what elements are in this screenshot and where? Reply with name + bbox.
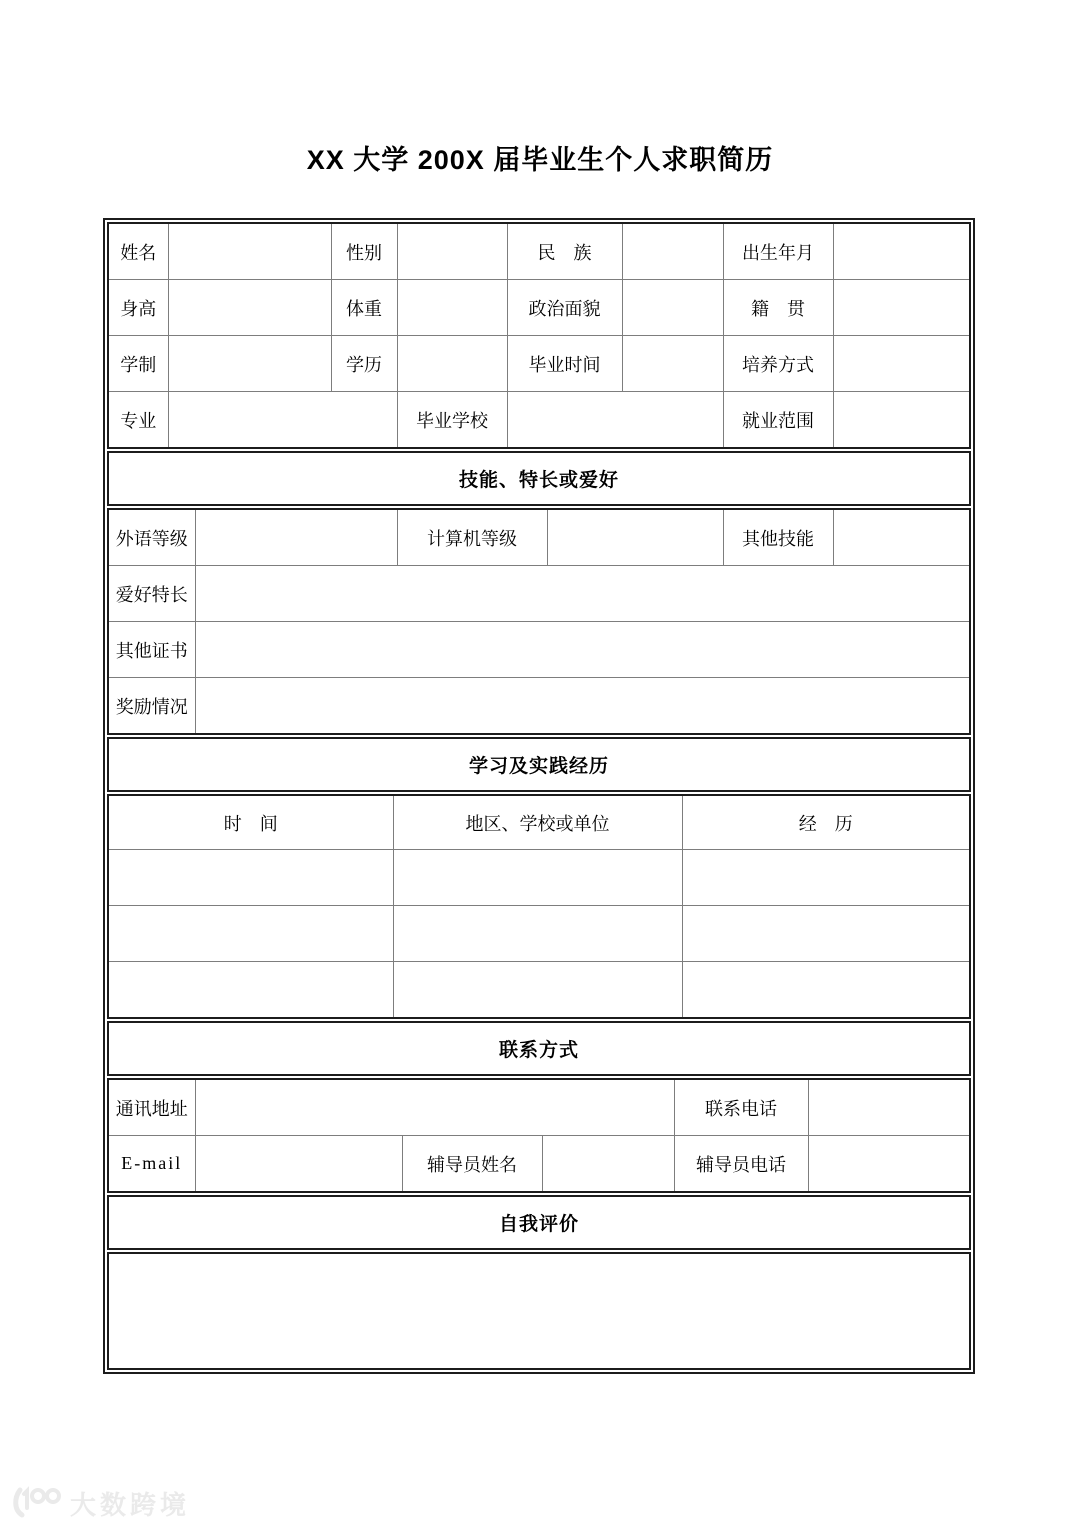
table-row <box>108 280 970 336</box>
contact-section-header <box>107 1021 971 1076</box>
ethnicity-label: 民 族 <box>507 223 622 280</box>
foreign-language-level-label: 外语等级 <box>108 509 195 566</box>
native-place-field[interactable] <box>833 280 970 336</box>
time-column-header: 时 间 <box>108 795 393 850</box>
counselor-name-field[interactable] <box>542 1136 674 1193</box>
awards-field[interactable] <box>195 678 970 735</box>
experience-column-header: 经 历 <box>682 795 970 850</box>
basic-info-table <box>107 222 971 449</box>
email-label: E-mail <box>108 1136 195 1193</box>
experience-section-title: 学习及实践经历 <box>108 738 970 791</box>
height-field[interactable] <box>168 280 331 336</box>
self-evaluation-field[interactable] <box>108 1253 970 1369</box>
resume-form <box>103 218 975 1374</box>
table-row <box>108 1136 970 1193</box>
mailing-address-label: 通讯地址 <box>108 1079 195 1136</box>
skills-section-header <box>107 451 971 506</box>
graduation-school-label: 毕业学校 <box>397 392 507 449</box>
weight-field[interactable] <box>397 280 507 336</box>
education-level-label: 学历 <box>331 336 397 392</box>
contact-phone-field[interactable] <box>808 1079 970 1136</box>
counselor-phone-field[interactable] <box>808 1136 970 1193</box>
watermark-logo <box>10 1484 190 1522</box>
hobbies-field[interactable] <box>195 566 970 622</box>
height-label: 身高 <box>108 280 168 336</box>
experience-place-cell[interactable] <box>393 962 682 1019</box>
place-column-header: 地区、学校或单位 <box>393 795 682 850</box>
experience-place-cell[interactable] <box>393 906 682 962</box>
major-field[interactable] <box>168 392 397 449</box>
other-skills-label: 其他技能 <box>723 509 833 566</box>
self-evaluation-box <box>107 1252 971 1370</box>
gender-label: 性别 <box>331 223 397 280</box>
political-status-label: 政治面貌 <box>507 280 622 336</box>
birth-date-field[interactable] <box>833 223 970 280</box>
experience-row <box>108 850 970 906</box>
name-field[interactable] <box>168 223 331 280</box>
awards-label: 奖励情况 <box>108 678 195 735</box>
table-row <box>108 509 970 566</box>
name-label: 姓名 <box>108 223 168 280</box>
birth-date-label: 出生年月 <box>723 223 833 280</box>
experience-detail-cell[interactable] <box>682 962 970 1019</box>
schooling-length-label: 学制 <box>108 336 168 392</box>
document-title: XX 大学 200X 届毕业生个人求职简历 <box>306 145 774 175</box>
counselor-name-label: 辅导员姓名 <box>402 1136 542 1193</box>
other-skills-field[interactable] <box>833 509 970 566</box>
experience-detail-cell[interactable] <box>682 906 970 962</box>
table-row <box>108 223 970 280</box>
self-evaluation-section-title: 自我评价 <box>108 1196 970 1249</box>
experience-place-cell[interactable] <box>393 850 682 906</box>
experience-time-cell[interactable] <box>108 850 393 906</box>
major-label: 专业 <box>108 392 168 449</box>
native-place-label: 籍 贯 <box>723 280 833 336</box>
graduation-school-field[interactable] <box>507 392 723 449</box>
ethnicity-field[interactable] <box>622 223 723 280</box>
experience-time-cell[interactable] <box>108 906 393 962</box>
experience-time-cell[interactable] <box>108 962 393 1019</box>
other-certificates-field[interactable] <box>195 622 970 678</box>
table-row <box>108 622 970 678</box>
education-level-field[interactable] <box>397 336 507 392</box>
employment-scope-label: 就业范围 <box>723 392 833 449</box>
graduation-date-label: 毕业时间 <box>507 336 622 392</box>
hobbies-label: 爱好特长 <box>108 566 195 622</box>
watermark-100-icon <box>10 1484 62 1522</box>
other-certificates-label: 其他证书 <box>108 622 195 678</box>
counselor-phone-label: 辅导员电话 <box>674 1136 808 1193</box>
experience-detail-cell[interactable] <box>682 850 970 906</box>
training-mode-field[interactable] <box>833 336 970 392</box>
self-evaluation-section-header <box>107 1195 971 1250</box>
computer-level-label: 计算机等级 <box>397 509 547 566</box>
skills-section-title: 技能、特长或爱好 <box>108 452 970 505</box>
training-mode-label: 培养方式 <box>723 336 833 392</box>
contact-phone-label: 联系电话 <box>674 1079 808 1136</box>
contact-table <box>107 1078 971 1193</box>
table-row <box>108 1079 970 1136</box>
gender-field[interactable] <box>397 223 507 280</box>
weight-label: 体重 <box>331 280 397 336</box>
table-row <box>108 566 970 622</box>
watermark-text: 大数跨境 <box>70 1489 191 1520</box>
employment-scope-field[interactable] <box>833 392 970 449</box>
schooling-length-field[interactable] <box>168 336 331 392</box>
mailing-address-field[interactable] <box>195 1079 674 1136</box>
table-row <box>108 336 970 392</box>
email-field[interactable] <box>195 1136 402 1193</box>
contact-section-title: 联系方式 <box>108 1022 970 1075</box>
experience-section-header <box>107 737 971 792</box>
foreign-language-level-field[interactable] <box>195 509 397 566</box>
experience-header-row <box>108 795 970 850</box>
experience-table <box>107 794 971 1019</box>
experience-row <box>108 962 970 1019</box>
table-row <box>108 678 970 735</box>
political-status-field[interactable] <box>622 280 723 336</box>
skills-table <box>107 508 971 735</box>
computer-level-field[interactable] <box>547 509 723 566</box>
experience-row <box>108 906 970 962</box>
graduation-date-field[interactable] <box>622 336 723 392</box>
table-row <box>108 392 970 449</box>
